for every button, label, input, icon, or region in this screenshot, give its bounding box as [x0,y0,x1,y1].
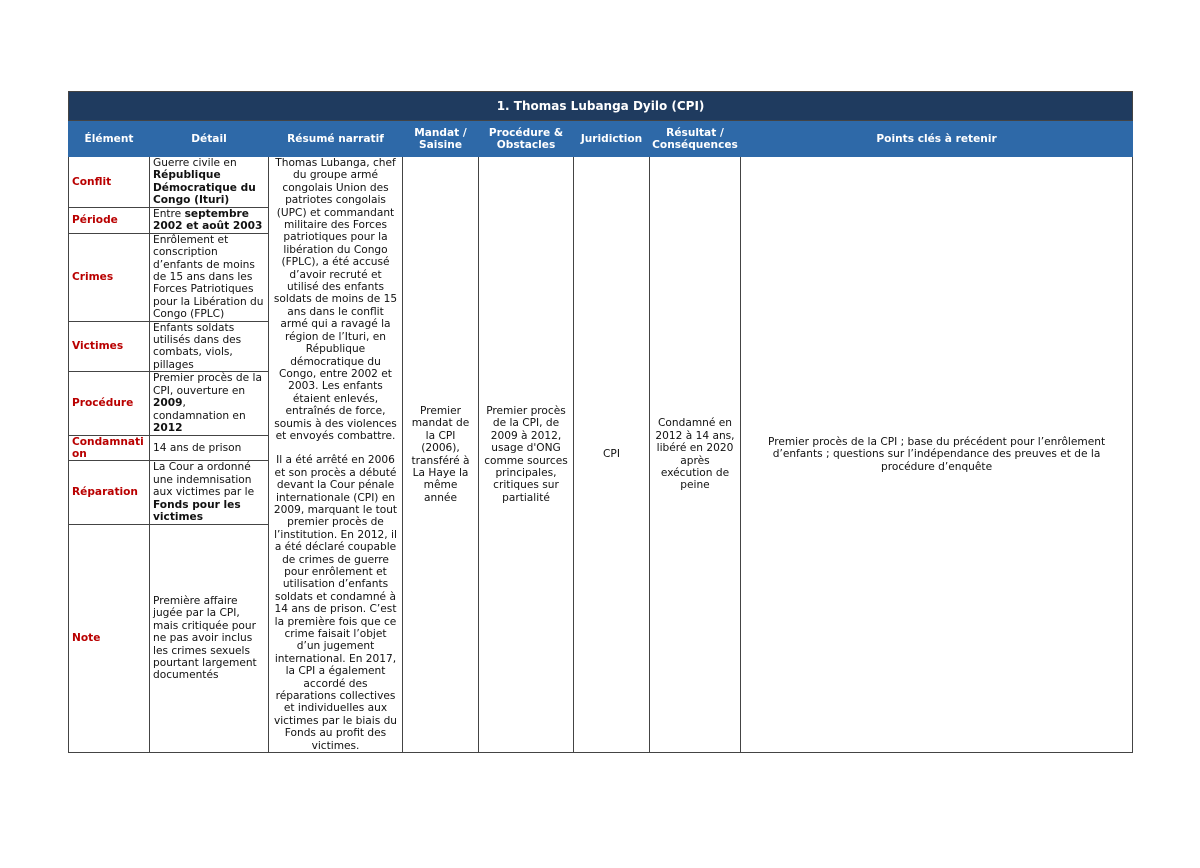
detail-condamnation: 14 ans de prison [150,435,269,461]
resume-paragraph-2: Il a été arrêté en 2006 et son procès a débuté devant la Cour pénale internationale (CPI) en 2009, marquant le tout premier procès de l’institution. En 2012, il a été déclaré coupable de crimes de guerre pour enrôlement et utilisation d’enfants soldats et condamné à 14 ans de prison. C’est la première fois que ce crime faisait l’objet d’un jugement international. En 2017, la CPI a également accordé des réparations collectives et individuelles aux victimes par le biais du Fonds au profit des victimes. [273,454,398,752]
header-procedure: Procédure & Obstacles [479,121,574,157]
label-procedure: Procédure [69,372,150,435]
table-title: 1. Thomas Lubanga Dyilo (CPI) [69,92,1133,121]
resultat-cell: Condamné en 2012 à 14 ans, libéré en 2020 après exécution de peine [650,157,741,753]
header-detail: Détail [150,121,269,157]
resume-paragraph-1: Thomas Lubanga, chef du groupe armé congolais Union des patriotes congolais (UPC) et commandant militaire des Forces patriotiques pour la libération du Congo (FPLC), a été accusé d’avoir recruté et utilisé des enfants soldats de moins de 15 ans dans le conflit armé qui a ravagé la région de l’Ituri, en République démocratique du Congo, entre 2002 et 2003. Les enfants étaient enlevés, entraînés de force, soumis à des violences et envoyés combattre. [273,157,398,442]
header-juridiction: Juridiction [574,121,650,157]
resume-narratif [269,157,403,753]
header-resume: Résumé narratif [269,121,403,157]
label-note: Note [69,524,150,753]
header-mandat: Mandat / Saisine [403,121,479,157]
detail-conflit: Guerre civile en République Démocratique du Congo (Ituri) [150,157,269,208]
header-points: Points clés à retenir [741,121,1133,157]
detail-victimes: Enfants soldats utilisés dans des combats, viols, pillages [150,321,269,372]
detail-note: Première affaire jugée par la CPI, mais critiquée pour ne pas avoir inclus les crimes sexuels pourtant largement documentés [150,524,269,753]
case-table [68,91,1133,753]
juridiction-cell: CPI [574,157,650,753]
label-condamnation: Condamnation [69,435,150,461]
detail-reparation: La Cour a ordonné une indemnisation aux victimes par le Fonds pour les victimes [150,461,269,524]
header-element: Élément [69,121,150,157]
detail-procedure: Premier procès de la CPI, ouverture en 2009, condamnation en 2012 [150,372,269,435]
procedure-cell: Premier procès de la CPI, de 2009 à 2012, usage d'ONG comme sources principales, critiques sur partialité [479,157,574,753]
header-resultat: Résultat / Conséquences [650,121,741,157]
detail-crimes: Enrôlement et conscription d’enfants de moins de 15 ans dans les Forces Patriotiques pour la Libération du Congo (FPLC) [150,233,269,321]
label-periode: Période [69,207,150,233]
mandat-cell: Premier mandat de la CPI (2006), transféré à La Haye la même année [403,157,479,753]
detail-periode: Entre septembre 2002 et août 2003 [150,207,269,233]
label-crimes: Crimes [69,233,150,321]
label-conflit: Conflit [69,157,150,208]
label-victimes: Victimes [69,321,150,372]
label-reparation: Réparation [69,461,150,524]
points-cell: Premier procès de la CPI ; base du précédent pour l’enrôlement d’enfants ; questions sur l’indépendance des preuves et de la procédure d’enquête [741,157,1133,753]
